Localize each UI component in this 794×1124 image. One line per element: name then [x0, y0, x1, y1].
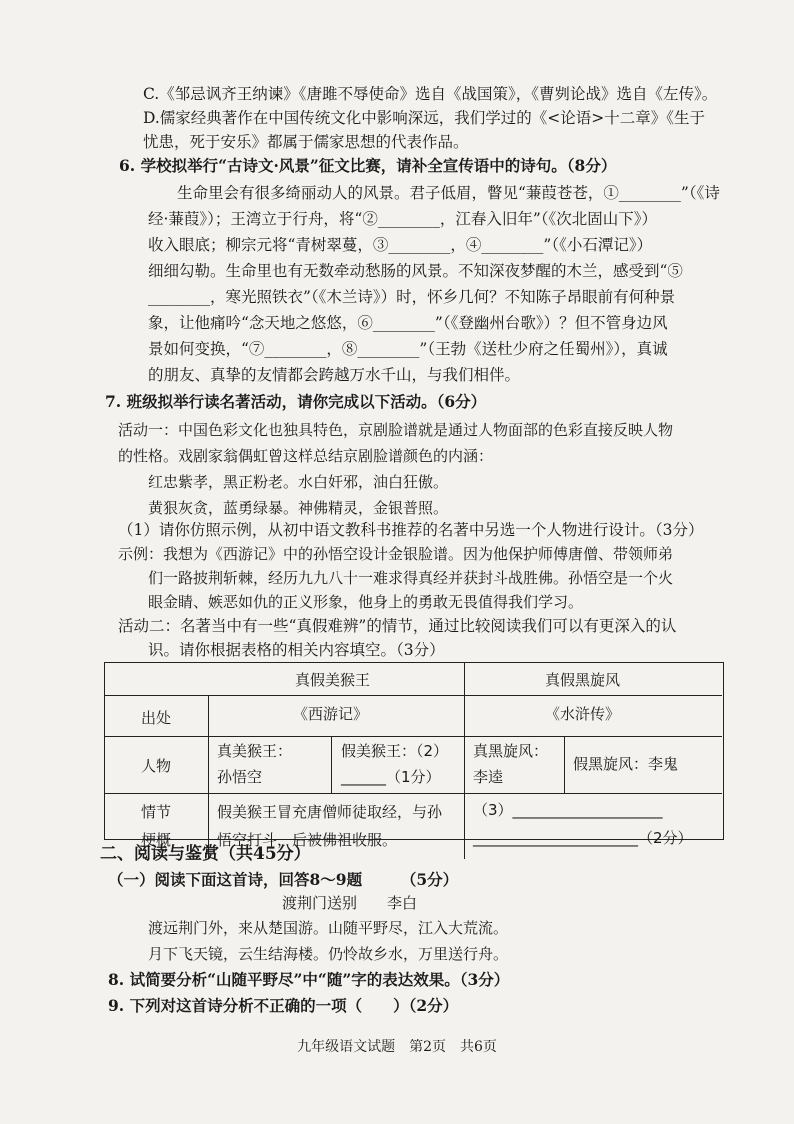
source-shuihu: 《水浒传》 [545, 705, 621, 723]
q7-sub-1: （1）请你仿照示例，从初中语文教科书推荐的名著中另选一个人物进行设计。（3分） [118, 521, 704, 539]
fake-whirlwind: 假黑旋风：李鬼 [573, 755, 679, 773]
activity-1-line-2: 的性格。戏剧家翁偶虹曾这样总结京剧脸谱颜色的内涵： [118, 447, 494, 465]
plot-monkey-1: 假美猴王冒充唐僧师徒取经，与孙 [217, 803, 443, 821]
row-label-source: 出处 [141, 709, 172, 727]
option-c: C.《邹忌讽齐王纳谏》《唐雎不辱使命》选自《战国策》，《曹刿论战》选自《左传》。 [143, 85, 718, 103]
poem-title: 渡荆门送别 李白 [282, 894, 418, 912]
activity-2-line-2: 识。请你根据表格的相关内容填空。（3分） [148, 641, 445, 659]
activity-1-line-1: 活动一：中国色彩文化也独具特色，京剧脸谱就是通过人物面部的色彩直接反映人物 [118, 421, 674, 439]
col-title-whirlwind: 真假黑旋风 [545, 671, 621, 689]
opera-verse-1: 红忠紫孝，黑正粉老。水白奸邪，油白狂傲。 [148, 473, 449, 491]
plot-whirlwind-blank-2[interactable]: ______________________（2分） [473, 829, 693, 847]
activity-2-line-1: 活动二：名著当中有一些“真假难辨”的情节，通过比较阅读我们可以有更深入的认 [118, 617, 677, 635]
real-whirlwind-name: 李逵 [473, 768, 504, 786]
poem-line-2: 月下飞天镜，云生结海楼。仍怜故乡水，万里送行舟。 [148, 945, 509, 963]
option-d-cont: 忧患，死于安乐》都属于儒家思想的代表作品。 [143, 133, 469, 151]
question-8: 8. 试简要分析“山随平野尽”中“随”字的表达效果。（3分） [108, 970, 510, 989]
real-monkey-label: 真美猴王： [217, 742, 293, 760]
question-7: 7. 班级拟举行读名著活动，请你完成以下活动。（6分） [105, 392, 487, 411]
example-line-2: 们一路披荆斩棘，经历九九八十一难求得真经并获封斗战胜佛。孙悟空是一个火 [148, 569, 674, 587]
fake-monkey-label: 假美猴王：（2） [341, 742, 449, 760]
source-xiyouji: 《西游记》 [293, 705, 369, 723]
row-label-plot-1: 情节 [141, 803, 172, 821]
subsection-1-heading: （一）阅读下面这首诗，回答8～9题 （5分） [108, 870, 459, 889]
q6-line-4: 细细勾勒。生命里也有无数牵动愁肠的风景。不知深夜梦醒的木兰，感受到“⑤ [148, 262, 683, 280]
plot-monkey-2: 悟空打斗，后被佛祖收服。 [217, 831, 398, 849]
q6-line-3: 收入眼底；柳宗元将“青树翠蔓，③________，④________”（《小石潭记》） [148, 236, 653, 254]
opera-verse-2: 黄狠灰贪，蓝勇绿暴。神佛精灵，金银普照。 [148, 499, 449, 517]
fake-monkey-blank[interactable]: ______（1分） [341, 768, 441, 786]
q6-line-1: 生命里会有很多绮丽动人的风景。君子低眉，瞥见“蒹葭苍苍，①________”（《诗 [177, 184, 720, 202]
real-monkey-name: 孙悟空 [217, 768, 263, 786]
q6-line-2: 经·蒹葭》）；王湾立于行舟，将“②________，江春入旧年”（《次北固山下》） [148, 210, 658, 228]
q6-line-7: 景如何变换，“⑦________，⑧________”（王勃《送杜少府之任蜀州》），真诚 [148, 340, 668, 358]
question-9: 9. 下列对这首诗分析不正确的一项（ ）（2分） [108, 996, 459, 1015]
page-footer: 九年级语文试题 第2页 共6页 [297, 1039, 497, 1055]
option-d: D.儒家经典著作在中国传统文化中影响深远，我们学过的《<论语>十二章》《生于 [143, 109, 706, 127]
q6-line-8: 的朋友、真挚的友情都会跨越万水千山，与我们相伴。 [148, 366, 521, 384]
row-label-character: 人物 [141, 757, 172, 775]
plot-whirlwind-blank-1[interactable]: （3）____________________ [473, 801, 663, 819]
section-2-heading: 二、阅读与鉴赏（共45分） [100, 844, 311, 864]
col-title-monkey: 真假美猴王 [295, 671, 371, 689]
example-line-3: 眼金睛、嫉恶如仇的正义形象，他身上的勇敢无畏值得我们学习。 [148, 593, 584, 611]
comparison-table [104, 662, 724, 849]
row-label-plot-2: 梗概 [141, 831, 172, 849]
question-6: 6. 学校拟举行“古诗文·风景”征文比赛，请补全宣传语中的诗句。（8分） [119, 156, 617, 175]
real-whirlwind-label: 真黑旋风： [473, 742, 549, 760]
example-line-1: 示例：我想为《西游记》中的孙悟空设计金银脸谱。因为他保护师傅唐僧、带领师弟 [118, 545, 674, 563]
poem-line-1: 渡远荆门外，来从楚国游。山随平野尽，江入大荒流。 [148, 919, 509, 937]
q6-line-6: 象，让他痛吟“念天地之悠悠，⑥________”（《登幽州台歌》）？但不管身边风 [148, 314, 668, 332]
q6-line-5: ________，寒光照铁衣”（《木兰诗》）时，怀乡几何？不知陈子昂眼前有何种景 [148, 288, 676, 306]
